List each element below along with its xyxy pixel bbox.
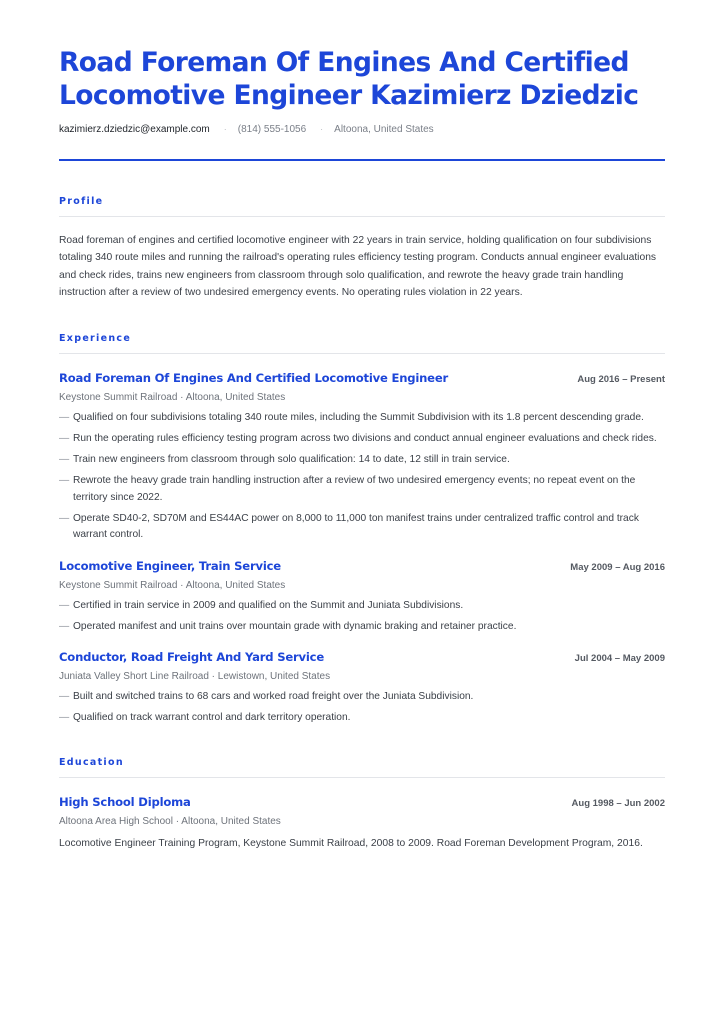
job-dates: Jul 2004 – May 2009 [574, 653, 665, 665]
job-header [59, 650, 665, 664]
contact-row [59, 122, 665, 136]
section-divider [59, 777, 665, 778]
bullet-text: Qualified on four subdivisions totaling 340 route miles, including the Summit Subdivision with its 1.8 percent descending grade. [73, 412, 644, 424]
job-title: Road Foreman Of Engines And Certified Locomotive Engineer [59, 371, 449, 386]
section-divider [59, 216, 665, 217]
job-bullets [59, 598, 665, 636]
bullet-item [59, 511, 665, 544]
profile-section [59, 196, 665, 301]
education-details: Locomotive Engineer Training Program, Keystone Summit Railroad, 2008 to 2009. Road Foreman Development Program, 2016. [59, 837, 643, 849]
job-employer: Juniata Valley Short Line Railroad · Lewistown, United States [59, 671, 331, 683]
section-title-experience: Experience [59, 333, 132, 345]
bullet-item [59, 410, 665, 427]
candidate-name-line-1: Road Foreman Of Engines And Certified [59, 47, 629, 78]
bullet-item [59, 598, 665, 615]
bullet-item [59, 452, 665, 469]
bullet-item [59, 473, 665, 506]
dash-icon: — [59, 712, 70, 724]
contact-separator: · [320, 124, 324, 134]
education-entry [59, 795, 665, 852]
section-title-profile: Profile [59, 196, 104, 207]
school-name: Altoona Area High School · Altoona, United States [59, 815, 281, 827]
bullet-text: Rewrote the heavy grade train handling instruction after a review of two undesired emergency events; no repeat event on the territory since 2022. [73, 475, 636, 503]
experience-section [59, 333, 665, 727]
candidate-name [59, 46, 665, 112]
contact-email[interactable]: kazimierz.dziedzic@example.com [59, 123, 210, 135]
job-title: Conductor, Road Freight And Yard Service [59, 650, 324, 665]
bullet-item [59, 431, 665, 448]
job-header [59, 371, 665, 385]
candidate-name-line-2: Locomotive Engineer Kazimierz Dziedzic [59, 80, 639, 111]
dash-icon: — [59, 475, 70, 487]
contact-location: Altoona, United States [334, 123, 434, 135]
bullet-text: Operate SD40-2, SD70M and ES44AC power on 8,000 to 11,000 ton manifest trains under centralized traffic control and track warrant control. [73, 512, 639, 541]
bullet-item [59, 710, 665, 727]
bullet-text: Qualified on track warrant control and dark territory operation. [73, 712, 351, 724]
education-dates: Aug 1998 – Jun 2002 [571, 797, 665, 809]
bullet-text: Certified in train service in 2009 and qualified on the Summit and Juniata Subdivisions. [73, 599, 464, 611]
profile-summary: Road foreman of engines and certified locomotive engineer with 22 years in train service, holding qualification on four subdivisions totaling 340 route miles and running the railroad's operating rules efficiency testing program. Conducts annual engineer evaluations and check rides, trains new engineers from classroom through solo qualification, and rewrote the heavy grade train handling instruction after a review of two undesired emergency events. No operating rules violation in 22 years. [59, 235, 657, 298]
job-header [59, 559, 665, 573]
dash-icon: — [59, 412, 70, 424]
dash-icon: — [59, 620, 70, 632]
dash-icon: — [59, 691, 70, 703]
contact-phone: (814) 555-1056 [237, 123, 307, 135]
education-section [59, 757, 665, 852]
job-entry [59, 371, 665, 544]
job-dates: Aug 2016 – Present [577, 374, 665, 386]
section-title-education: Education [59, 756, 124, 768]
job-bullets [59, 689, 665, 727]
bullet-item [59, 619, 665, 636]
bullet-text: Run the operating rules efficiency testing program across two divisions and conduct annual engineer evaluations and check rides. [73, 433, 657, 445]
job-bullets [59, 410, 665, 544]
job-entry [59, 559, 665, 636]
header-divider [59, 159, 665, 161]
bullet-item [59, 689, 665, 706]
bullet-text: Operated manifest and unit trains over mountain grade with dynamic braking and retainer practice. [73, 620, 517, 632]
dash-icon: — [59, 454, 70, 466]
bullet-text: Built and switched trains to 68 cars and worked road freight over the Juniata Subdivision. [73, 691, 474, 703]
job-title: Locomotive Engineer, Train Service [59, 558, 281, 573]
dash-icon: — [59, 599, 70, 611]
contact-separator: · [223, 124, 227, 134]
job-entry [59, 650, 665, 727]
resume-header [59, 46, 665, 161]
section-divider [59, 353, 665, 354]
education-header [59, 795, 665, 809]
degree-title: High School Diploma [59, 794, 191, 809]
job-employer: Keystone Summit Railroad · Altoona, United States [59, 579, 286, 591]
dash-icon: — [59, 433, 70, 445]
job-employer: Keystone Summit Railroad · Altoona, United States [59, 392, 286, 404]
dash-icon: — [59, 512, 70, 524]
bullet-text: Train new engineers from classroom through solo qualification: 14 to date, 12 still in train service. [73, 454, 510, 466]
job-dates: May 2009 – Aug 2016 [570, 561, 665, 573]
